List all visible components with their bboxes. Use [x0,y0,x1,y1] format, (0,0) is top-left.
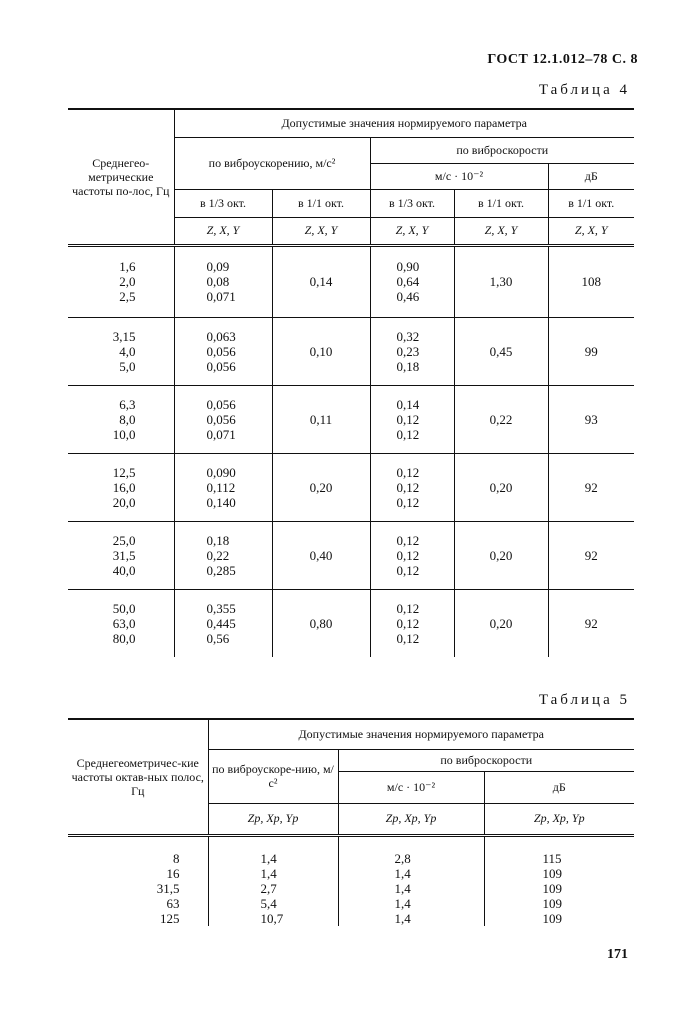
table5-data-row [68,835,634,926]
table4-freq-header: Среднегео-метрические частоты по-лос, Гц [68,109,174,245]
table5-db-cell-value: 109 [542,895,562,911]
table4-acc13-cell-value: 0,063 [206,328,236,344]
table4-acc13-cell-value: 0,285 [206,562,236,578]
table4-axis-4: Z, X, Y [454,217,548,245]
table4-vel11-cell: 0,22 [454,385,548,453]
table4-db-cell: 92 [548,521,634,589]
table4-freq-cell [68,589,174,657]
table4-db-header: дБ [548,163,634,189]
table4-vel13-cell [370,453,454,521]
table4-freq-cell-value: 5,0 [119,358,136,374]
table5-axis-1: Zр, Xр, Yр [208,803,338,835]
table5-db-cell-value: 109 [542,910,562,926]
table4-freq-cell-value: 2,5 [119,289,136,304]
table5-db-cell-value: 109 [542,865,562,881]
table4-acc13-cell-value: 0,22 [206,547,230,563]
table5-freq-cell-value: 8 [173,850,180,866]
table4-axis-2: Z, X, Y [272,217,370,245]
table5-vel-cell-value: 2,8 [394,850,411,866]
table4-vel13-cell-value: 0,90 [396,259,420,274]
table5-vel-cell-value: 1,4 [394,865,411,881]
table4-acc11-cell: 0,10 [272,317,370,385]
table4-vel13-cell-value: 0,12 [396,479,420,495]
table4-freq-cell-value: 6,3 [119,396,136,412]
table4-acc13-cell [174,245,272,317]
table5-acc-cell-value: 2,7 [260,880,277,896]
table4-vel13-cell-value: 0,18 [396,358,420,374]
table4-acc11-cell: 0,40 [272,521,370,589]
table4-freq-cell-value: 2,0 [119,274,136,289]
table4-vel13-cell-value: 0,12 [396,532,420,548]
table4-vel13-cell [370,589,454,657]
table4-ms-header: м/с · 10⁻² [370,163,548,189]
table4-acc13-cell [174,521,272,589]
table4-db-cell: 93 [548,385,634,453]
table4-acc13-cell [174,453,272,521]
table4-vel13-cell [370,521,454,589]
table4-vel13-cell-value: 0,14 [396,396,420,412]
table4-acc11-cell: 0,14 [272,245,370,317]
table4-caption: Таблица 4 [538,82,630,98]
table5-freq-cell-value: 125 [160,910,180,926]
table5-vel-cell-value: 1,4 [394,880,411,896]
table4-velocity-header: по виброскорости [370,137,634,163]
table4-freq-cell-value: 4,0 [119,343,136,359]
table4-vel13-cell-value: 0,12 [396,494,420,510]
table5-vel-cell-value: 1,4 [394,895,411,911]
table4-vel13-cell-value: 0,46 [396,289,420,304]
table4-freq-cell [68,385,174,453]
table4-vel13-cell [370,245,454,317]
table4-acc13-cell-value: 0,445 [206,615,236,631]
table4-row [68,317,634,385]
table4-freq-cell-value: 20,0 [112,494,136,510]
table5-freq-cell-value: 16 [166,865,180,881]
table4-vel11-cell: 0,45 [454,317,548,385]
table4-row [68,453,634,521]
table5-acc-cell-value: 5,4 [260,895,277,911]
table5-freq-cell-value: 31,5 [156,880,180,896]
table4-freq-cell-value: 8,0 [119,411,136,427]
table4-freq-cell-value: 3,15 [112,328,136,344]
table4-acc13-cell-value: 0,140 [206,494,236,510]
table5-db-header: дБ [484,771,634,803]
table4-acc13-cell-value: 0,09 [206,259,230,274]
table4-vel13-cell [370,385,454,453]
table5-acc-cell-value: 1,4 [260,865,277,881]
table4-db-cell: 99 [548,317,634,385]
table4-row [68,589,634,657]
table4-row [68,521,634,589]
table5-freq-cell [68,835,208,926]
table4-vel13-cell-value: 0,64 [396,274,420,289]
table5-db-cell [484,835,634,926]
table4-acc13-cell [174,589,272,657]
table4-acc13-cell-value: 0,056 [206,358,236,374]
table4-db-cell: 92 [548,453,634,521]
table4-acc13-cell-value: 0,090 [206,464,236,480]
table4-row [68,385,634,453]
table5-freq-cell-value: 63 [166,895,180,911]
table5-db-cell-value: 115 [542,850,562,866]
table4-acc13-cell-value: 0,071 [206,426,236,442]
table4-acc13-cell-value: 0,18 [206,532,230,548]
table4-row [68,245,634,317]
table4-freq-cell [68,317,174,385]
table5-axis-3: Zр, Xр, Yр [484,803,634,835]
table4-accel-header: по виброускорению, м/с² [174,137,370,189]
table4-vel-oct11: в 1/1 окт. [454,189,548,217]
table4-vel11-cell: 0,20 [454,453,548,521]
table4-acc11-cell: 0,11 [272,385,370,453]
table4-freq-cell-value: 50,0 [112,600,136,616]
table4-freq-cell [68,521,174,589]
table5 [68,718,634,926]
table4-vel-oct13: в 1/3 окт. [370,189,454,217]
table4-axis-5: Z, X, Y [548,217,634,245]
table5-acc-cell [208,835,338,926]
table4-vel11-cell: 0,20 [454,521,548,589]
table4-freq-cell-value: 40,0 [112,562,136,578]
table4-acc13-cell-value: 0,355 [206,600,236,616]
table4-group-header: Допустимые значения нормируемого параметра [174,109,634,137]
table5-acc-cell-value: 1,4 [260,850,277,866]
table4-acc11-cell: 0,80 [272,589,370,657]
table4-vel11-cell: 0,20 [454,589,548,657]
table4-acc13-cell-value: 0,071 [206,289,236,304]
table4-acc13-cell-value: 0,056 [206,343,236,359]
table4-vel13-cell-value: 0,23 [396,343,420,359]
table4-freq-cell-value: 1,6 [119,259,136,274]
table4-acc11-cell: 0,20 [272,453,370,521]
table5-acc-cell-value: 10,7 [260,910,284,926]
table5-freq-header: Среднегеометричес-кие частоты октав-ных полос, Гц [68,719,208,835]
table4-vel13-cell-value: 0,32 [396,328,420,344]
table5-group-header: Допустимые значения нормируемого параметра [208,719,634,749]
table4-acc13-cell-value: 0,56 [206,630,230,646]
table5-axis-2: Zр, Xр, Yр [338,803,484,835]
table4 [68,108,634,657]
table4-axis-3: Z, X, Y [370,217,454,245]
table5-accel-header: по виброускоре-нию, м/с² [208,749,338,803]
table4-acc-oct13: в 1/3 окт. [174,189,272,217]
table4-db-oct11: в 1/1 окт. [548,189,634,217]
table4-acc13-cell-value: 0,056 [206,396,236,412]
table4-freq-cell-value: 63,0 [112,615,136,631]
table5-caption: Таблица 5 [538,692,630,708]
table4-freq-cell-value: 16,0 [112,479,136,495]
table4-freq-cell-value: 10,0 [112,426,136,442]
table4-acc13-cell [174,385,272,453]
table4-vel13-cell-value: 0,12 [396,562,420,578]
table4-db-cell: 92 [584,615,598,631]
table5-ms-header: м/с · 10⁻² [338,771,484,803]
table4-vel13-cell-value: 0,12 [396,547,420,563]
table4-acc13-cell-value: 0,056 [206,411,236,427]
table4-acc13-cell-value: 0,112 [206,479,236,495]
table5-vel-cell-value: 1,4 [394,910,411,926]
table4-freq-cell-value: 31,5 [112,547,136,563]
table4-vel13-cell-value: 0,12 [396,600,420,616]
table4-db-cell: 108 [548,245,634,317]
table4-freq-cell-value: 12,5 [112,464,136,480]
document-header: ГОСТ 12.1.012–78 С. 8 [487,52,638,67]
table4-vel13-cell-value: 0,12 [396,615,420,631]
table4-acc13-cell-value: 0,08 [206,274,230,289]
table4-freq-cell [68,453,174,521]
table5-db-cell-value: 109 [542,880,562,896]
table4-acc-oct11: в 1/1 окт. [272,189,370,217]
table4-acc13-cell [174,317,272,385]
table4-axis-1: Z, X, Y [174,217,272,245]
page-number: 171 [607,947,628,962]
table4-vel13-cell-value: 0,12 [396,426,420,442]
table5-vel-cell [338,835,484,926]
table4-freq-cell-value: 80,0 [112,630,136,646]
table4-freq-cell-value: 25,0 [112,532,136,548]
table4-vel13-cell-value: 0,12 [396,464,420,480]
table4-vel11-cell: 1,30 [454,245,548,317]
table4-vel13-cell-value: 0,12 [396,411,420,427]
table5-velocity-header: по виброскорости [338,749,634,771]
table4-freq-cell [68,245,174,317]
table4-vel13-cell [370,317,454,385]
table4-vel13-cell-value: 0,12 [396,630,420,646]
